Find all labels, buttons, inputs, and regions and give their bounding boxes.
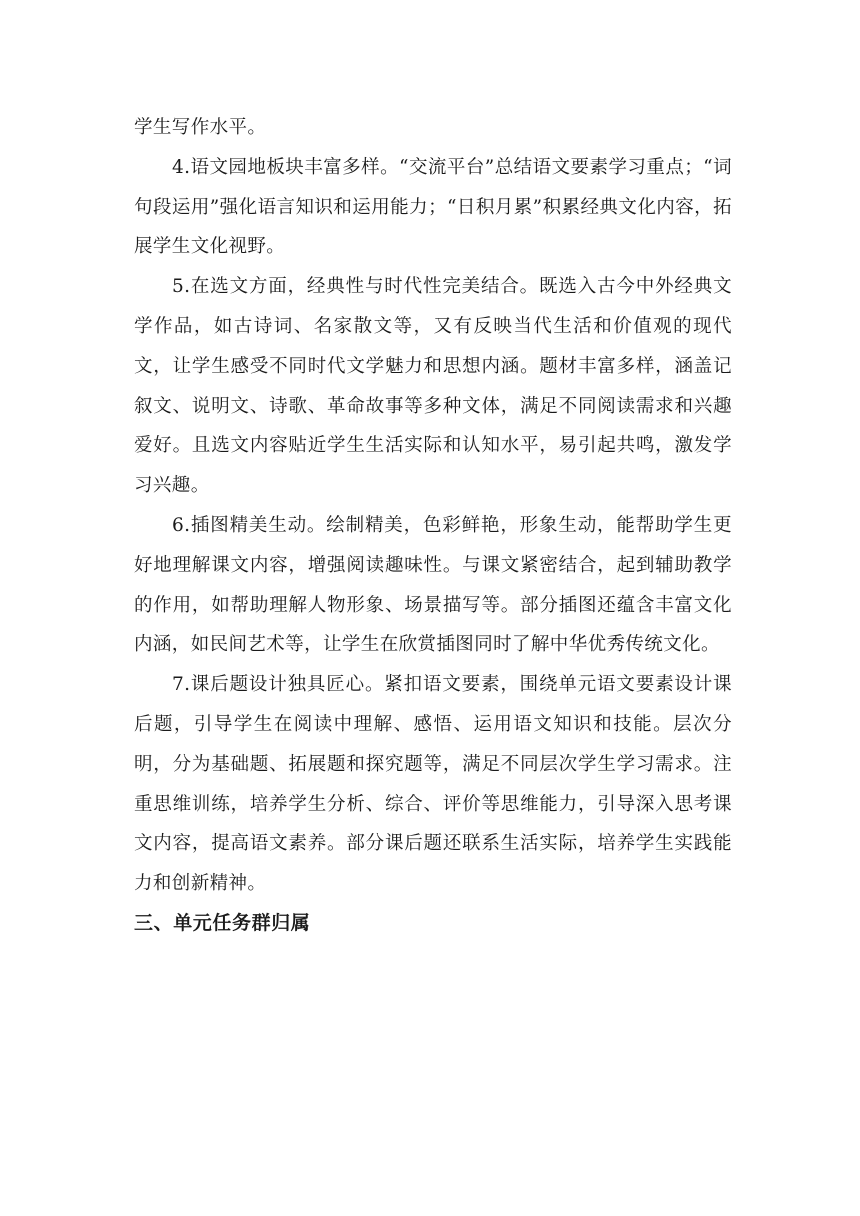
document-body (134, 108, 732, 944)
paragraph-item-5: 5.在选文方面，经典性与时代性完美结合。既选入古今中外经典文学作品，如古诗词、名家散文等，又有反映当代生活和价值观的现代文，让学生感受不同时代文学魅力和思想内涵。题材丰富多样，涵盖记叙文、说明文、诗歌、革命故事等多种文体，满足不同阅读需求和兴趣爱好。且选文内容贴近学生生活实际和认知水平，易引起共鸣，激发学习兴趣。 (134, 276, 732, 497)
section-heading: 三、单元任务群归属 (134, 911, 311, 934)
paragraph-item-7: 7.课后题设计独具匠心。紧扣语文要素，围绕单元语文要素设计课后题，引导学生在阅读中理解、感悟、运用语文知识和技能。层次分明，分为基础题、拓展题和探究题等，满足不同层次学生学习需求。注重思维训练，培养学生分析、综合、评价等思维能力，引导深入思考课文内容，提高语文素养。部分课后题还联系生活实际，培养学生实践能力和创新精神。 (134, 674, 732, 895)
paragraph-item-4: 4.语文园地板块丰富多样。“交流平台”总结语文要素学习重点；“词句段运用”强化语言知识和运用能力；“日积月累”积累经典文化内容，拓展学生文化视野。 (134, 156, 732, 258)
paragraph-item-6: 6.插图精美生动。绘制精美，色彩鲜艳，形象生动，能帮助学生更好地理解课文内容，增强阅读趣味性。与课文紧密结合，起到辅助教学的作用，如帮助理解人物形象、场景描写等。部分插图还蕴含丰富文化内涵，如民间艺术等，让学生在欣赏插图同时了解中华优秀传统文化。 (134, 514, 732, 656)
paragraph-continuation: 学生写作水平。 (134, 117, 267, 138)
